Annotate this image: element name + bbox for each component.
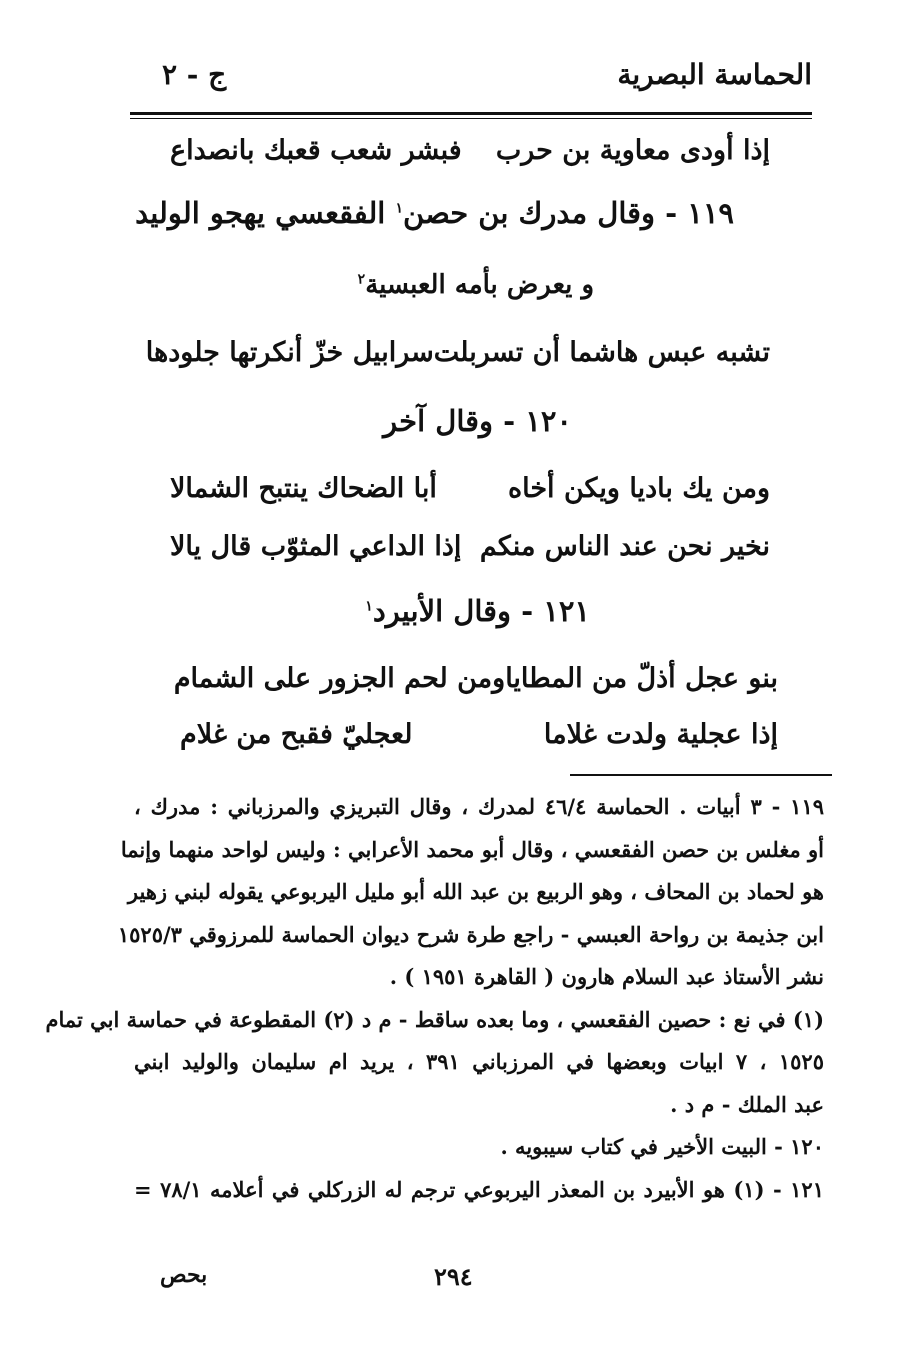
footnote-line: أو مغلس بن حصن الفقعسي ، وقال أبو محمد الأعرابي : وليس لواحد منهما وإنما xyxy=(120,836,824,862)
verse-line xyxy=(145,326,770,378)
footnote-line: (١) في نع : حصين الفقعسي ، وما بعده ساقط - م د (٢) المقطوعة في حماسة ابي تمام xyxy=(45,1006,824,1032)
footnote-line: ١٢٠ - البيت الأخير في كتاب سيبويه . xyxy=(500,1134,824,1159)
verse-second-hemistich: لعجليّ فقبح من غلام xyxy=(180,718,413,750)
verse-line xyxy=(170,124,770,176)
verse-line xyxy=(180,708,778,760)
footnote-marker: ٢ xyxy=(357,271,366,288)
verse-second-hemistich: أبا الضحاك ينتبح الشمالا xyxy=(170,472,437,504)
poem-heading-text: ١٢١ - وقال الأبيرد xyxy=(372,594,590,628)
running-title: الحماسة البصرية xyxy=(617,58,812,91)
verse-line xyxy=(173,652,778,704)
verse-second-hemistich: ومن لحم الجزور على الشمام xyxy=(173,662,506,694)
verse-first-hemistich: إذا عجلية ولدت غلاما xyxy=(543,718,778,750)
poem-heading-121 xyxy=(365,594,590,628)
verse-first-hemistich: تشبه عبس هاشما أن تسربلت xyxy=(433,336,770,368)
verse-first-hemistich: ومن يك باديا ويكن أخاه xyxy=(507,472,770,504)
signature-mark: بحص xyxy=(160,1262,208,1288)
footnote-separator xyxy=(570,774,832,776)
verse-first-hemistich: بنو عجل أذلّ من المطايا xyxy=(505,662,778,694)
poem-heading-text-rest: الفقعسي يهجو الوليد xyxy=(135,196,386,230)
verse-line xyxy=(170,462,770,514)
poem-subheading-text: و يعرض بأمه العبسية xyxy=(365,270,594,300)
poem-subheading xyxy=(358,270,594,300)
verse-second-hemistich: إذا الداعي المثوّب قال يالا xyxy=(170,530,462,562)
poem-heading-text: ١٢٠ - وقال آخر xyxy=(383,404,572,438)
poem-heading-120 xyxy=(383,404,572,438)
poem-heading-text: ١١٩ - وقال مدرك بن حصن xyxy=(403,196,734,230)
header-rule-thin xyxy=(130,118,812,119)
page-number: ٢٩٤ xyxy=(434,1262,473,1291)
verse-second-hemistich: فبشر شعب قعبك بانصداع xyxy=(170,134,462,166)
footnote-line: ١٥٢٥ ، ٧ ابيات وبعضها في المرزباني ٣٩١ ، يريد ام سليمان والوليد ابني xyxy=(134,1049,824,1074)
footnote-line: هو لحماد بن المحاف ، وهو الربيع بن عبد الله أبو مليل اليربوعي يقوله لبني زهير xyxy=(127,879,824,904)
footnote-marker: ١ xyxy=(365,598,373,615)
verse-first-hemistich: نخير نحن عند الناس منكم xyxy=(479,530,770,562)
footnote-line: ١٢١ - (١) هو الأبيرد بن المعذر اليربوعي ترجم له الزركلي في أعلامه ٧٨/١ = xyxy=(134,1176,824,1202)
volume-label: ج - ٢ xyxy=(162,58,227,91)
verse-second-hemistich: سرابيل خزّ أنكرتها جلودها xyxy=(145,336,434,368)
footnote-marker: ١ xyxy=(395,200,403,217)
footnotes xyxy=(45,786,825,1211)
verse-line xyxy=(170,520,770,572)
footnote-line: ابن جذيمة بن رواحة العبسي - راجع طرة شرح ديوان الحماسة للمرزوقي ١٥٢٥/٣ xyxy=(117,921,824,947)
footnote-line: عبد الملك - م د . xyxy=(670,1091,824,1117)
footnote-line: ١١٩ - ٣ أبيات . الحماسة ٤٦/٤ لمدرك ، وقال التبريزي والمرزباني : مدرك ، xyxy=(134,794,825,819)
footnote-line: نشر الأستاذ عبد السلام هارون ( القاهرة ١٩٥١ ) . xyxy=(389,964,824,989)
verse-first-hemistich: إذا أودى معاوية بن حرب xyxy=(495,134,770,166)
header-rule xyxy=(130,112,812,115)
poem-heading-119 xyxy=(135,196,734,230)
